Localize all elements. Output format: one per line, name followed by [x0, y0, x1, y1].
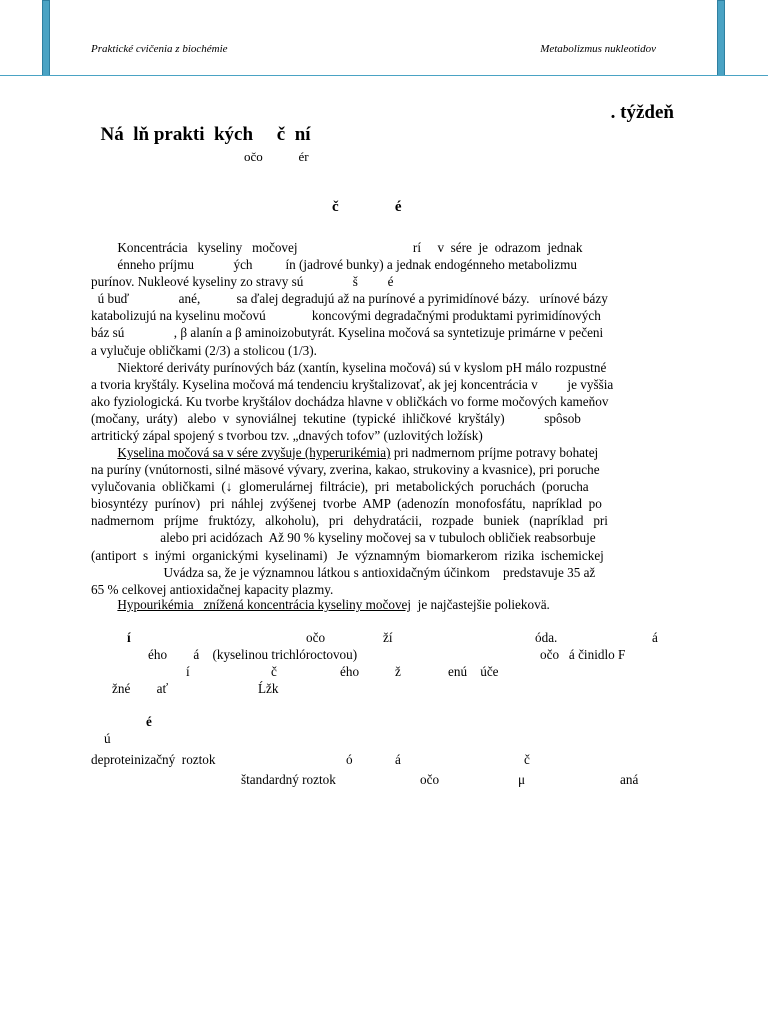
text-fragment: č	[524, 752, 530, 767]
text-line: (antiport s inými organickými kyselinami) Je významným biomarkerom rizika ischemickej	[91, 547, 604, 563]
paragraph-2	[91, 359, 680, 444]
text-line: ako fyziologická. Ku tvorbe kryštálov dochádza hlavne v obličkách vo forme močových kameňov	[91, 394, 609, 410]
text-line	[91, 444, 680, 461]
text-fragment: očo á činidlo F	[540, 647, 626, 662]
text-line: báz sú , β alanín a β aminoizobutyrát. Kyselina močová sa syntetizuje primárne v pečeni	[91, 325, 604, 341]
text-fragment: á	[395, 752, 401, 767]
header-left-text: Praktické cvičenia z biochémie	[91, 43, 228, 55]
header-right-text: Metabolizmus nukleotidov	[540, 43, 656, 55]
text-line: a tvoria kryštály. Kyselina močová má tendenciu kryštalizovať, ak jej koncentrácia v je vyššia	[91, 377, 614, 393]
page-title	[91, 102, 674, 168]
text-fragment: ého á (kyselinou trichlóroctovou)	[148, 647, 358, 662]
page-title-left: Ná lň prakti kých č ní	[100, 124, 311, 145]
text-fragment: óda.	[535, 630, 558, 645]
text-fragment: é	[146, 714, 152, 729]
text-line: Koncentrácia kyseliny močovej rí v sére je odrazom jednak	[91, 240, 583, 255]
paragraph-3	[91, 444, 680, 598]
text-line: ú buď ané, sa ďalej degradujú až na purínové a pyrimidínové bázy. urínové bázy	[91, 291, 608, 307]
text-fragment: enú úče	[448, 664, 499, 679]
text-fragment: žné ať	[112, 681, 169, 696]
text-fragment: ží	[383, 630, 393, 645]
header-rule	[0, 75, 768, 76]
subtitle: očo ér	[244, 149, 309, 164]
text-fragment: pri nadmernom príjme potravy bohatej	[390, 445, 599, 460]
hyperuricemia-term: Kyselina močová sa v sére zvyšuje (hyperurikémia)	[117, 445, 391, 460]
header-right-bar	[717, 0, 725, 76]
text-line: nadmernom príjme fruktózy, alkoholu), pri dehydratácii, rozpade buniek (napríklad pri	[91, 513, 608, 529]
text-line: a vylučuje obličkami (2/3) a stolicou (1/3).	[91, 342, 317, 358]
text-line: Niektoré deriváty purínových báz (xantín, kyselina močová) sú v kyslom pH málo rozpustné	[91, 360, 607, 375]
text-fragment: í	[186, 664, 190, 679]
text-fragment: štandardný roztok	[241, 772, 336, 787]
text-line: énneho príjmu ých ín (jadrové bunky) a jednak endogénneho metabolizmu	[91, 257, 577, 273]
paragraph-4	[91, 596, 680, 613]
text-fragment: ú	[104, 731, 111, 746]
text-fragment: ž	[395, 664, 401, 679]
text-line: 65 % celkovej antioxidačnej kapacity plazmy.	[91, 581, 334, 597]
text-line: katabolizujú na kyselinu močovú koncovými degradačnými produktami pyrimidínových	[91, 308, 601, 324]
text-fragment: aná	[620, 772, 639, 787]
header-left-bar	[42, 0, 50, 76]
text-line	[91, 596, 680, 613]
text-fragment: μ	[518, 772, 526, 787]
text-line: artritický zápal spojený s tvorbou tzv. „dnavých tofov” (uzlovitých ložísk)	[91, 428, 483, 444]
text-line: na puríny (vnútornosti, silné mäsové vývary, zverina, kakao, strukoviny a kvasnice), pri poruche	[91, 462, 600, 478]
text-fragment: í	[127, 630, 131, 645]
paragraph-1	[91, 239, 680, 359]
text-line: vylučovania obličkami (↓ glomerulárnej filtrácie), pri metabolických poruchách (porucha	[91, 479, 589, 495]
text-fragment: očo	[306, 630, 326, 645]
text-fragment: č	[271, 664, 277, 679]
text-fragment: ó	[346, 752, 353, 767]
page-title-right: . týždeň	[610, 102, 674, 123]
text-fragment: je najčastejšie poliekovä.	[411, 597, 550, 612]
text-line: Uvádza sa, že je významnou látkou s antioxidačným účinkom predstavuje 35 až	[91, 564, 596, 580]
text-line: alebo pri acidózach Až 90 % kyseliny močovej sa v tubuloch obličiek reabsorbuje	[91, 530, 596, 546]
text-fragment: Ĺžk	[258, 681, 279, 696]
text-line: biosyntézy purínov) pri náhlej zvýšenej tvorbe AMP (adenozín monofosfátu, napríklad po	[91, 496, 602, 512]
text-fragment: ého	[340, 664, 360, 679]
section-heading: č é	[332, 199, 402, 215]
hypouricemia-term: Hypourikémia znížená koncentrácia kyseliny močovej	[117, 597, 412, 612]
text-line: (močany, uráty) alebo v synoviálnej tekutine (typické ihličkové kryštály) spôsob	[91, 411, 581, 427]
text-line: purínov. Nukleové kyseliny zo stravy sú š é	[91, 274, 394, 290]
text-fragment: deproteinizačný roztok	[91, 752, 216, 767]
text-fragment: očo	[420, 772, 440, 787]
text-fragment: á	[652, 630, 658, 645]
